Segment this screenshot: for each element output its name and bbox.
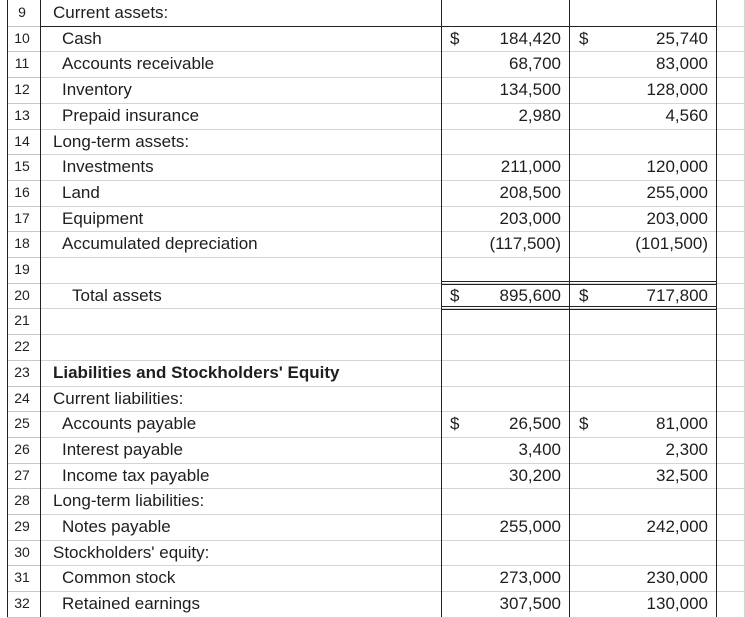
cell-current-year[interactable]: 3,400 bbox=[518, 439, 561, 459]
row-label[interactable]: Inventory bbox=[62, 80, 132, 100]
cell-current-year[interactable]: 184,420 bbox=[499, 28, 561, 48]
cell-prior-year[interactable]: 717,800 bbox=[646, 285, 708, 305]
row-number[interactable]: 10 bbox=[14, 29, 30, 46]
row-number[interactable]: 26 bbox=[14, 440, 30, 457]
currency-symbol: $ bbox=[579, 414, 589, 434]
row-label[interactable]: Cash bbox=[62, 28, 102, 48]
row-number[interactable]: 27 bbox=[14, 466, 30, 483]
table-row bbox=[0, 0, 745, 26]
row-label[interactable]: Current liabilities: bbox=[53, 388, 184, 408]
cell-current-year[interactable]: 134,500 bbox=[499, 80, 561, 100]
cell-prior-year[interactable]: 230,000 bbox=[646, 568, 708, 588]
cell-current-year[interactable]: 208,500 bbox=[499, 182, 561, 202]
row-label[interactable]: Land bbox=[62, 182, 100, 202]
row-number[interactable]: 16 bbox=[14, 183, 30, 200]
row-number[interactable]: 21 bbox=[14, 312, 30, 329]
row-label[interactable]: Accounts receivable bbox=[62, 54, 215, 74]
row-number[interactable]: 25 bbox=[14, 415, 30, 432]
table-row bbox=[0, 231, 745, 257]
row-number[interactable]: 23 bbox=[14, 363, 30, 380]
cell-current-year[interactable]: 273,000 bbox=[499, 568, 561, 588]
row-number[interactable]: 20 bbox=[14, 286, 30, 303]
table-row bbox=[0, 540, 745, 566]
row-label[interactable]: Total assets bbox=[72, 285, 162, 305]
table-row bbox=[0, 26, 745, 52]
row-number[interactable]: 19 bbox=[14, 261, 30, 277]
row-label[interactable]: Accounts payable bbox=[62, 414, 197, 434]
row-number[interactable]: 17 bbox=[14, 209, 30, 226]
cell-current-year[interactable]: 2,980 bbox=[518, 105, 561, 125]
column-border bbox=[716, 0, 717, 617]
table-row bbox=[0, 283, 745, 309]
row-label[interactable]: Current assets: bbox=[53, 3, 169, 22]
table-row bbox=[0, 103, 745, 129]
column-border bbox=[40, 0, 41, 617]
table-row bbox=[0, 334, 745, 360]
row-number[interactable]: 24 bbox=[14, 389, 30, 406]
table-row bbox=[0, 463, 745, 489]
cell-current-year[interactable]: 30,200 bbox=[509, 465, 561, 485]
currency-symbol: $ bbox=[450, 285, 460, 305]
cell-current-year[interactable]: 203,000 bbox=[499, 208, 561, 228]
cell-prior-year[interactable]: 128,000 bbox=[646, 80, 708, 100]
table-row bbox=[0, 360, 745, 386]
table-row bbox=[0, 565, 745, 591]
row-label[interactable]: Equipment bbox=[62, 208, 144, 228]
table-row bbox=[0, 437, 745, 463]
table-row bbox=[0, 308, 745, 334]
row-number[interactable]: 28 bbox=[14, 492, 30, 509]
table-row bbox=[0, 77, 745, 103]
currency-symbol: $ bbox=[450, 414, 460, 434]
total-double-rule bbox=[441, 306, 716, 310]
table-row bbox=[0, 488, 745, 514]
table-row bbox=[0, 386, 745, 412]
subtotal-rule bbox=[441, 281, 716, 285]
table-row bbox=[0, 51, 745, 77]
cell-prior-year[interactable]: 120,000 bbox=[646, 157, 708, 177]
cell-prior-year[interactable]: 203,000 bbox=[646, 208, 708, 228]
cell-current-year[interactable]: 26,500 bbox=[509, 414, 561, 434]
row-label[interactable]: Long-term assets: bbox=[53, 131, 190, 151]
currency-symbol: $ bbox=[579, 28, 589, 48]
cell-prior-year[interactable]: 81,000 bbox=[656, 414, 708, 434]
top-border bbox=[40, 26, 716, 27]
cell-current-year[interactable]: 307,500 bbox=[499, 594, 561, 614]
row-number[interactable]: 11 bbox=[14, 55, 30, 72]
cell-current-year[interactable]: 255,000 bbox=[499, 517, 561, 536]
currency-symbol: $ bbox=[579, 285, 589, 305]
row-number[interactable]: 14 bbox=[14, 132, 30, 149]
row-label[interactable]: Retained earnings bbox=[62, 594, 200, 614]
row-label[interactable]: Stockholders' equity: bbox=[53, 542, 210, 562]
row-label[interactable]: Notes payable bbox=[62, 517, 171, 536]
cell-current-year[interactable]: 211,000 bbox=[500, 157, 561, 177]
cell-current-year[interactable]: 895,600 bbox=[499, 285, 561, 305]
cell-prior-year[interactable]: 25,740 bbox=[656, 28, 708, 48]
row-number[interactable]: 29 bbox=[14, 518, 30, 534]
cell-prior-year[interactable]: 83,000 bbox=[656, 54, 708, 74]
row-number[interactable]: 9 bbox=[18, 4, 26, 20]
cell-prior-year[interactable]: 32,500 bbox=[656, 465, 708, 485]
table-row bbox=[0, 180, 745, 206]
cell-prior-year[interactable]: 4,560 bbox=[665, 105, 708, 125]
column-border bbox=[7, 0, 8, 617]
currency-symbol: $ bbox=[450, 28, 460, 48]
row-label[interactable]: Interest payable bbox=[62, 439, 183, 459]
table-row bbox=[0, 154, 745, 180]
cell-prior-year[interactable]: 130,000 bbox=[646, 594, 708, 614]
row-label[interactable]: Accumulated depreciation bbox=[62, 234, 258, 254]
row-number[interactable]: 13 bbox=[14, 106, 30, 123]
cell-current-year[interactable]: 68,700 bbox=[509, 54, 561, 74]
cell-prior-year[interactable]: 255,000 bbox=[646, 182, 708, 202]
cell-prior-year[interactable]: (101,500) bbox=[635, 234, 708, 254]
cell-prior-year[interactable]: 2,300 bbox=[665, 439, 708, 459]
table-row bbox=[0, 591, 745, 617]
row-label[interactable]: Income tax payable bbox=[62, 465, 210, 485]
row-number[interactable]: 30 bbox=[14, 543, 30, 560]
row-number[interactable]: 15 bbox=[14, 158, 30, 175]
cell-prior-year[interactable]: 242,000 bbox=[646, 517, 708, 536]
table-row bbox=[0, 206, 745, 232]
table-row bbox=[0, 411, 745, 437]
row-number[interactable]: 18 bbox=[14, 235, 30, 252]
table-row bbox=[0, 514, 745, 540]
row-label[interactable]: Prepaid insurance bbox=[62, 105, 200, 125]
row-label[interactable]: Investments bbox=[62, 157, 154, 177]
row-label[interactable]: Common stock bbox=[62, 568, 176, 588]
row-number[interactable]: 31 bbox=[14, 569, 30, 586]
row-number[interactable]: 22 bbox=[14, 338, 30, 355]
row-label[interactable]: Liabilities and Stockholders' Equity bbox=[53, 362, 340, 382]
cell-current-year[interactable]: (117,500) bbox=[489, 234, 561, 254]
row-label[interactable]: Long-term liabilities: bbox=[53, 491, 205, 511]
row-number[interactable]: 12 bbox=[14, 81, 30, 98]
row-number[interactable]: 32 bbox=[14, 595, 30, 612]
table-row bbox=[0, 129, 745, 155]
table-row bbox=[0, 257, 745, 283]
